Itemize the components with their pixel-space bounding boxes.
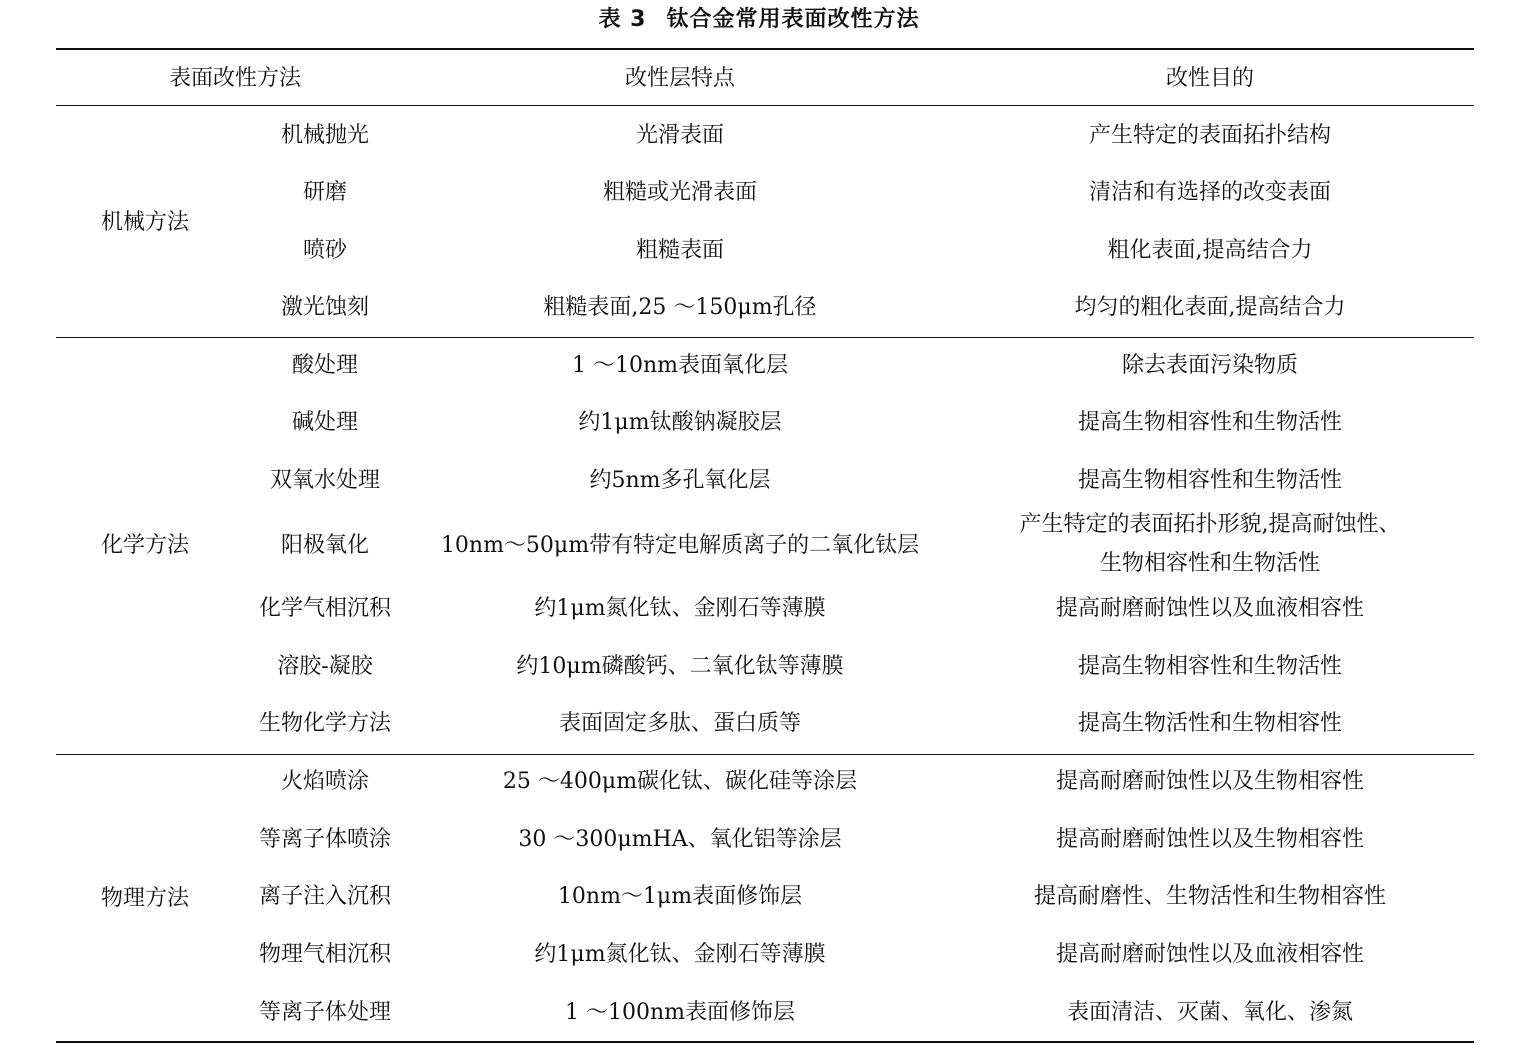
feature-cell: 1 ～100nm表面修饰层 <box>564 1000 795 1025</box>
purpose-cell: 提高生物相容性和生物活性 <box>1077 654 1342 679</box>
purpose-cell: 提高生物相容性和生物活性 <box>1077 468 1342 493</box>
method-cell: 机械抛光 <box>280 123 369 148</box>
method-cell: 等离子体喷涂 <box>258 827 391 852</box>
purpose-cell: 均匀的粗化表面,提高结合力 <box>1074 295 1346 320</box>
method-cell: 等离子体处理 <box>258 1000 391 1025</box>
method-cell: 酸处理 <box>291 353 358 378</box>
purpose-cell: 提高耐磨耐蚀性以及生物相容性 <box>1055 827 1364 852</box>
feature-cell: 10nm～50μm带有特定电解质离子的二氧化钛层 <box>440 533 920 558</box>
feature-cell: 约1μm钛酸钠凝胶层 <box>578 410 782 435</box>
purpose-cell: 产生特定的表面拓扑结构 <box>1088 123 1331 148</box>
group-label: 化学方法 <box>100 533 189 558</box>
feature-cell: 30 ～300μmHA、氧化铝等涂层 <box>518 827 842 852</box>
method-cell: 火焰喷涂 <box>280 769 369 794</box>
purpose-cell: 除去表面污染物质 <box>1121 353 1298 378</box>
table-number: 表 3 <box>598 7 647 32</box>
purpose-cell: 提高耐磨性、生物活性和生物相容性 <box>1033 884 1386 909</box>
table-caption <box>0 4 1518 36</box>
bottom-rule <box>56 1041 1474 1043</box>
feature-cell: 粗糙表面,25 ～150μm孔径 <box>543 295 817 320</box>
group-label: 机械方法 <box>100 210 189 235</box>
group-divider <box>56 754 1474 755</box>
method-cell: 溶胶-凝胶 <box>277 654 373 679</box>
feature-cell: 粗糙表面 <box>635 238 724 263</box>
purpose-cell: 产生特定的表面拓扑形貌,提高耐蚀性、 <box>1019 512 1401 537</box>
purpose-cell: 提高耐磨耐蚀性以及血液相容性 <box>1055 596 1364 621</box>
method-cell: 离子注入沉积 <box>258 884 391 909</box>
purpose-cell: 提高生物相容性和生物活性 <box>1077 410 1342 435</box>
group-divider <box>56 337 1474 338</box>
method-cell: 碱处理 <box>291 410 358 435</box>
top-rule <box>56 48 1474 50</box>
feature-cell: 表面固定多肽、蛋白质等 <box>558 711 801 736</box>
group-label: 物理方法 <box>100 886 189 911</box>
purpose-cell: 粗化表面,提高结合力 <box>1107 238 1313 263</box>
purpose-cell-line-2: 生物相容性和生物活性 <box>1099 551 1320 576</box>
feature-cell: 10nm～1μm表面修饰层 <box>557 884 803 909</box>
method-cell: 化学气相沉积 <box>258 596 391 621</box>
method-cell: 喷砂 <box>302 238 347 263</box>
method-cell: 生物化学方法 <box>258 711 391 736</box>
purpose-cell: 提高生物活性和生物相容性 <box>1077 711 1342 736</box>
feature-cell: 25 ～400μm碳化钛、碳化硅等涂层 <box>502 769 858 794</box>
feature-cell: 约5nm多孔氧化层 <box>589 468 771 493</box>
header-method: 表面改性方法 <box>168 66 301 91</box>
header-purpose: 改性目的 <box>1165 66 1254 91</box>
feature-cell: 粗糙或光滑表面 <box>602 180 757 205</box>
method-cell: 研磨 <box>302 180 347 205</box>
method-cell: 双氧水处理 <box>269 468 380 493</box>
method-cell: 阳极氧化 <box>280 533 369 558</box>
purpose-cell: 表面清洁、灭菌、氧化、渗氮 <box>1066 1000 1353 1025</box>
table-title: 钛合金常用表面改性方法 <box>666 7 920 32</box>
feature-cell: 1 ～10nm表面氧化层 <box>571 353 788 378</box>
method-cell: 物理气相沉积 <box>258 942 391 967</box>
feature-cell: 约10μm磷酸钙、二氧化钛等薄膜 <box>516 654 844 679</box>
header-rule <box>56 105 1474 106</box>
method-cell: 激光蚀刻 <box>280 295 369 320</box>
purpose-cell: 提高耐磨耐蚀性以及血液相容性 <box>1055 942 1364 967</box>
purpose-cell: 提高耐磨耐蚀性以及生物相容性 <box>1055 769 1364 794</box>
header-feature: 改性层特点 <box>624 66 735 91</box>
feature-cell: 约1μm氮化钛、金刚石等薄膜 <box>534 942 826 967</box>
feature-cell: 约1μm氮化钛、金刚石等薄膜 <box>534 596 826 621</box>
feature-cell: 光滑表面 <box>635 123 724 148</box>
purpose-cell: 清洁和有选择的改变表面 <box>1088 180 1331 205</box>
